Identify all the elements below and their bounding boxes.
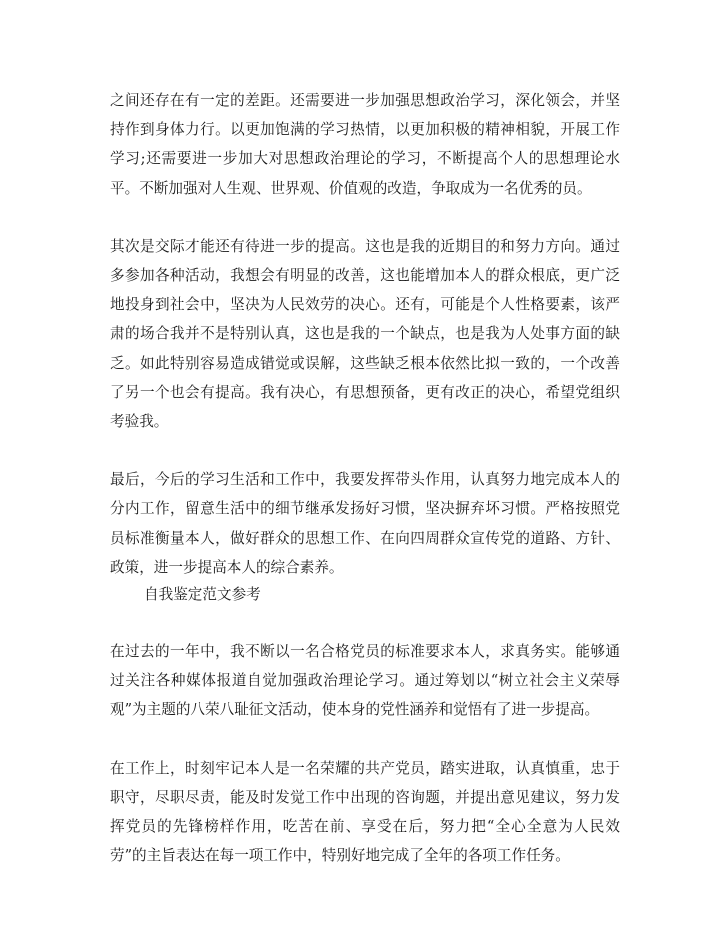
paragraph-gap xyxy=(110,436,620,465)
paragraph: 在过去的一年中，我不断以一名合格党员的标准要求本人，求真务实。能够通过关注各种媒体报道自觉加强政治理论学习。通过筹划以“树立社会主义荣辱观”为主题的八荣八耻征文活动，使本身的党性涵养和觉悟有了进一步提高。 xyxy=(110,643,620,719)
paragraph: 之间还存在有一定的差距。还需要进一步加强思想政治学习，深化领会，并坚持作到身体力行。以更加饱满的学习热情，以更加积极的精神相貌，开展工作学习;还需要进一步加大对思想政治理论的学习，不断提高个人的思想理论水平。不断加强对人生观、世界观、价值观的改造，争取成为一名优秀的员。 xyxy=(110,92,620,197)
paragraph-gap xyxy=(110,608,620,637)
section-subtitle: 自我鉴定范文参考 xyxy=(144,586,261,604)
paragraph-gap xyxy=(110,203,620,232)
paragraph-gap xyxy=(110,725,620,754)
paragraph: 其次是交际才能还有待进一步的提高。这也是我的近期目的和努力方向。通过多参加各种活动，我想会有明显的改善，这也能增加本人的群众根底，更广泛地投身到社会中，坚决为人民效劳的决心。还有，可能是个人性格要素，该严肃的场合我并不是特别认真，这也是我的一个缺点，也是我为人处事方面的缺乏。如此特别容易造成错觉或误解，这些缺乏根本依然比拟一致的，一个改善了另一个也会有提高。我有决心，有思想预备，更有改正的决心，希望党组织考验我。 xyxy=(110,237,620,431)
paragraph: 最后，今后的学习生活和工作中，我要发挥带头作用，认真努力地完成本人的分内工作，留意生活中的细节继承发扬好习惯，坚决摒弃坏习惯。严格按照党员标准衡量本人，做好群众的思想工作、在向四周群众宣传党的道路、方针、政策，进一步提高本人的综合素养。 xyxy=(110,471,620,576)
document-body xyxy=(110,86,620,870)
paragraph: 在工作上，时刻牢记本人是一名荣耀的共产党员，踏实进取，认真慎重，忠于职守，尽职尽责，能及时发觉工作中出现的咨询题，并提出意见建议，努力发挥党员的先锋榜样作用，吃苦在前、享受在后，努力把“全心全意为人民效劳”的主旨表达在每一项工作中，特别好地完成了全年的各项工作任务。 xyxy=(110,759,620,865)
